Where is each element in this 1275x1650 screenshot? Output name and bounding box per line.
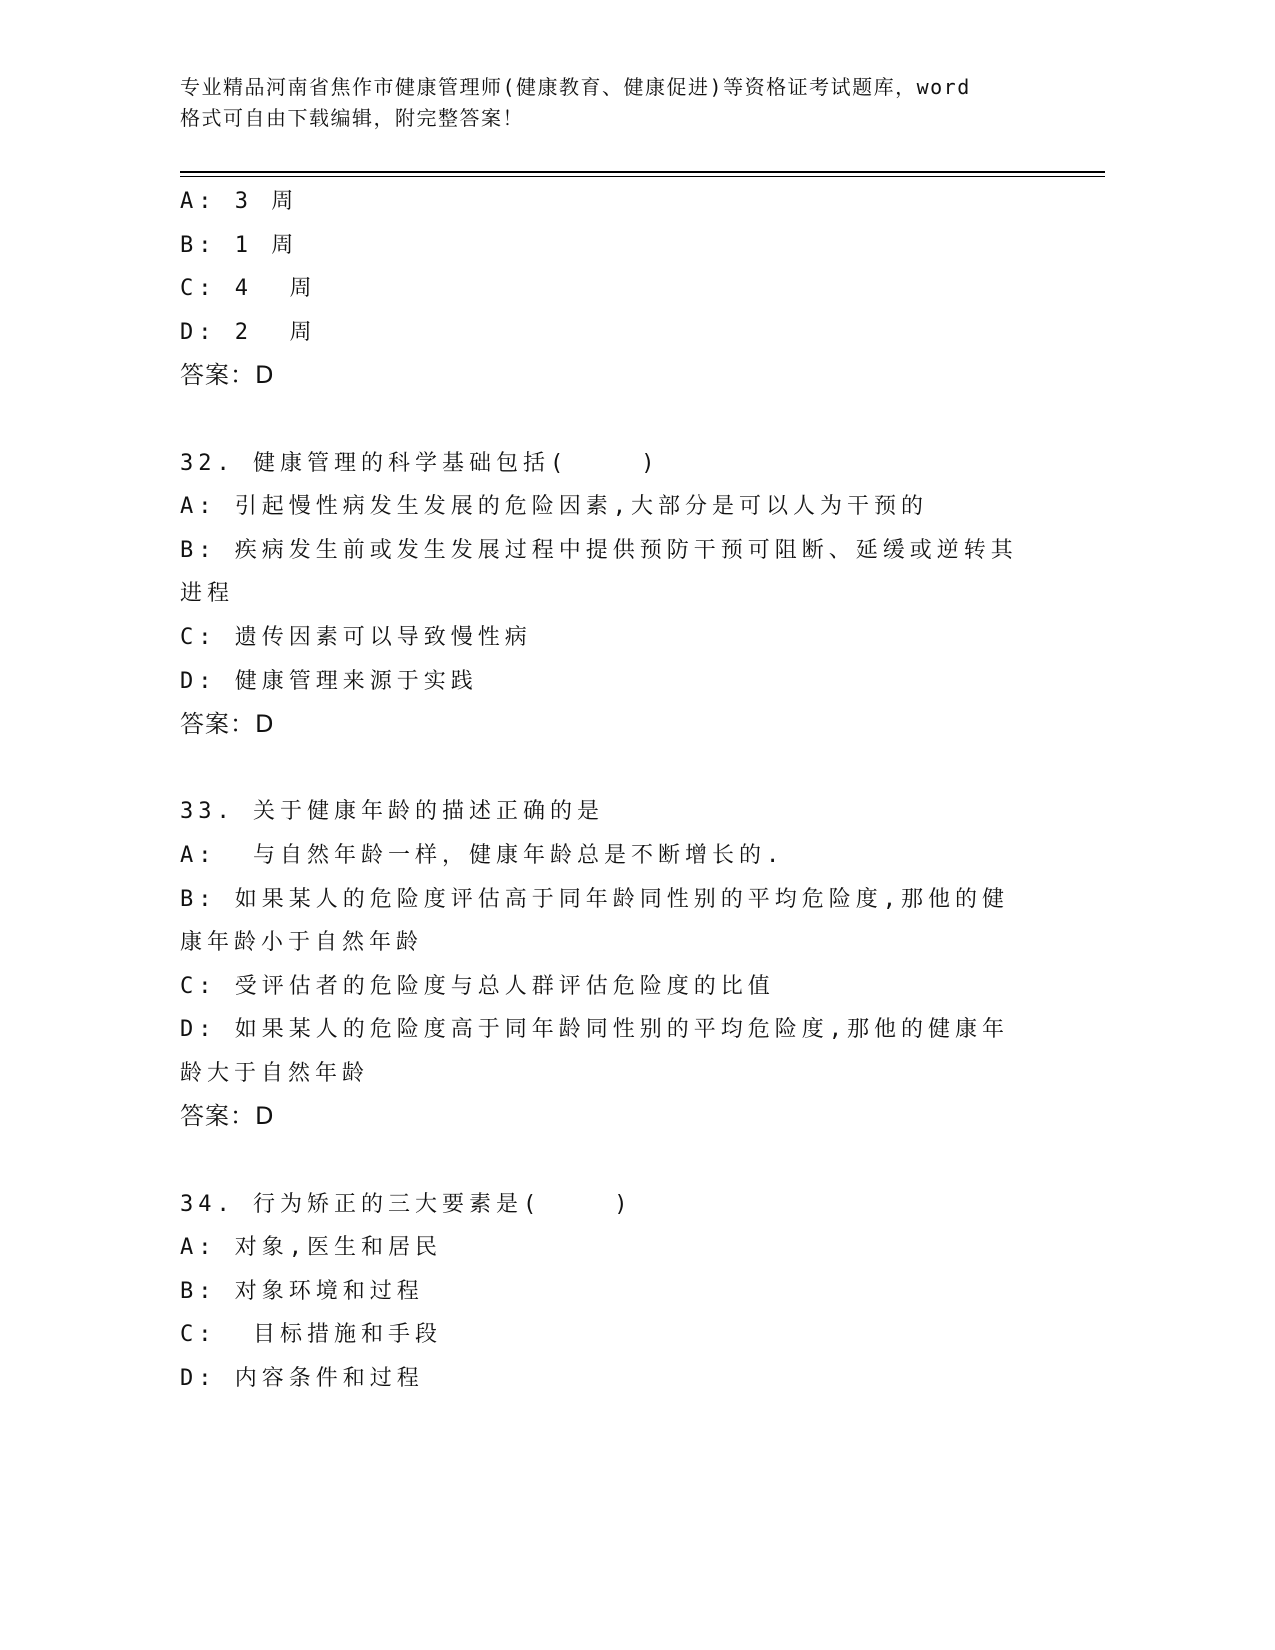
- option-d-continued: 龄大于自然年龄: [180, 1060, 370, 1086]
- question-33-block: [180, 790, 1060, 1139]
- option-b: B: 疾病发生前或发生发展过程中提供预防干预可阻断、延缓或逆转其: [180, 537, 1018, 563]
- option-c: C: 遗传因素可以导致慢性病: [180, 624, 532, 650]
- option-a: A: 对象,医生和居民: [180, 1235, 442, 1261]
- question-content: [180, 180, 1060, 1401]
- question-text: 34. 行为矫正的三大要素是( ): [180, 1191, 633, 1217]
- option-c: C: 4 周: [180, 276, 317, 302]
- question-31-block: [180, 180, 1060, 398]
- option-b-continued: 进程: [180, 581, 235, 607]
- header-divider: [180, 171, 1105, 173]
- header-line: 格式可自由下载编辑，附完整答案！: [180, 106, 524, 130]
- header-line: 专业精品河南省焦作市健康管理师(健康教育、健康促进)等资格证考试题库，word: [180, 75, 971, 99]
- question-34-block: [180, 1183, 1060, 1401]
- option-b: B: 对象环境和过程: [180, 1278, 424, 1304]
- option-b: B: 如果某人的危险度评估高于同年龄同性别的平均危险度,那他的健: [180, 886, 1009, 912]
- answer: 答案：D: [180, 710, 275, 739]
- option-b-continued: 康年龄小于自然年龄: [180, 930, 424, 956]
- option-d: D: 如果某人的危险度高于同年龄同性别的平均危险度,那他的健康年: [180, 1017, 1009, 1043]
- option-a: A: 3 周: [180, 189, 299, 214]
- option-a: A: 引起慢性病发生发展的危险因素,大部分是可以人为干预的: [180, 494, 928, 520]
- option-d: D: 健康管理来源于实践: [180, 668, 478, 694]
- question-text: 33. 关于健康年龄的描述正确的是: [180, 799, 604, 825]
- document-header: [180, 72, 1060, 134]
- question-text: 32. 健康管理的科学基础包括( ): [180, 450, 660, 476]
- option-d: D: 2 周: [180, 319, 317, 345]
- question-32-block: [180, 442, 1060, 747]
- option-b: B: 1 周: [180, 232, 299, 258]
- option-d: D: 内容条件和过程: [180, 1366, 424, 1392]
- header-divider: [180, 176, 1105, 177]
- answer: 答案：D: [180, 361, 275, 390]
- option-c: C: 受评估者的危险度与总人群评估危险度的比值: [180, 973, 775, 999]
- option-c: C: 目标措施和手段: [180, 1322, 442, 1348]
- option-a: A: 与自然年龄一样，健康年龄总是不断增长的.: [180, 842, 785, 868]
- answer: 答案：D: [180, 1102, 275, 1131]
